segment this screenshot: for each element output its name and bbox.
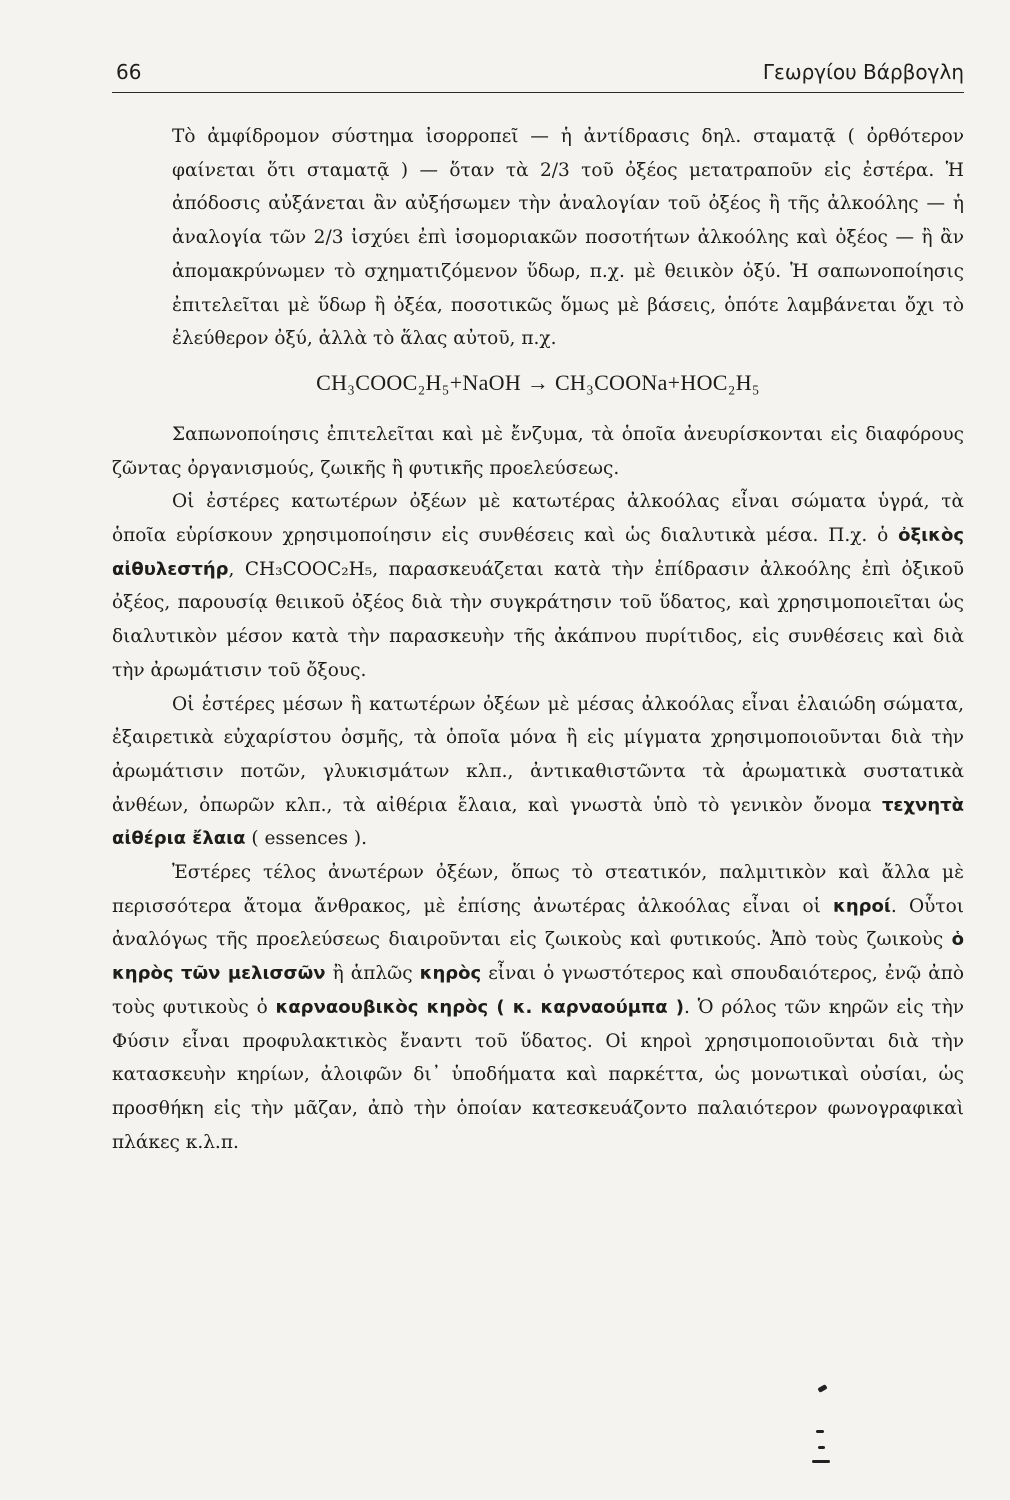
saponification-equation: CH₃COOC₂H₅+NaOH → CH₃COONa+HOC₂H₅ <box>316 369 760 395</box>
page-body <box>112 120 964 1159</box>
paragraph-lower-esters: Οἱ ἐστέρες κατωτέρων ὀξέων μὲ κατωτέρας ἀλκοόλας εἶναι σώματα ὑγρά, τὰ ὁποῖα εὑρίσκουν χρησιμοποίησιν εἰς συνθέσεις καὶ ὡς διαλυτικὰ μέσα. Π.χ. ὁ ὀξικὸς αἰθυλεστήρ, CH₃COOC₂H₅, παρασκευάζεται κατὰ τὴν ἐπίδρασιν ἀλκοόλης ἐπὶ ὀξικοῦ ὀξέος, παρουσίᾳ θειικοῦ ὀξέος διὰ τὴν συγκράτησιν τοῦ ὕδατος, καὶ χρησιμοποιεῖται ὡς διαλυτικὸν μέσον κατὰ τὴν παρασκευὴν τῆς ἀκάπνου πυρίτιδος, εἰς συνθέσεις καὶ διὰ τὴν ἀρωμάτισιν τοῦ ὄξους. <box>112 491 964 681</box>
ink-mark <box>817 1384 827 1393</box>
ink-mark <box>812 1460 830 1463</box>
page-header <box>112 58 964 93</box>
paragraph-enzymes: Σαπωνοποίησις ἐπιτελεῖται καὶ μὲ ἔνζυμα, τὰ ὁποῖα ἀνευρίσκονται εἰς διαφόρους ζῶντας ὀργανισμούς, ζωικῆς ἢ φυτικῆς προελεύσεως. <box>112 423 964 479</box>
page-number: 66 <box>116 60 142 84</box>
term-carnauba-wax: καρναουβικὸς κηρὸς ( κ. καρναούμπα ) <box>275 996 684 1018</box>
ink-mark <box>818 1446 825 1449</box>
term-ethyl-acetate: ὀξικὸς αἰθυλεστήρ <box>112 525 964 580</box>
ink-mark <box>816 1430 824 1433</box>
term-wax: κηρὸς <box>419 963 482 985</box>
term-artificial-essential-oils: τεχνητὰ αἰθέρια ἔλαια <box>112 794 964 850</box>
term-waxes: κηροί <box>833 895 891 917</box>
paragraph-equilibrium: Τὸ ἀμφίδρομον σύστημα ἰσορροπεῖ — ἡ ἀντίδρασις δηλ. σταματᾷ ( ὀρθότερον φαίνεται ὅτι σταματᾷ ) — ὅταν τὰ 2/3 τοῦ ὀξέος μετατραποῦν εἰς ἐστέρα. Ἡ ἀπόδοσις αὐξάνεται ἂν αὐξήσωμεν τὴν ἀναλογίαν τοῦ ὀξέος ἢ τῆς ἀλκοόλης — ἡ ἀναλογία τῶν 2/3 ἰσχύει ἐπὶ ἰσομοριακῶν ποσοτήτων ἀλκοόλης καὶ ὀξέος — ἢ ἂν ἀπομακρύνωμεν τὸ σχηματιζόμενον ὕδωρ, π.χ. μὲ θειικὸν ὀξύ. Ἡ σαπωνοποίησις ἐπιτελεῖται μὲ ὕδωρ ἢ ὀξέα, ποσοτικῶς ὅμως μὲ βάσεις, ὁπότε λαμβάνεται ὄχι τὸ ἐλεύθερον ὀξύ, ἀλλὰ τὸ ἅλας αὐτοῦ, π.χ. <box>172 126 964 350</box>
term-beeswax: ὁ κηρὸς τῶν μελισσῶν <box>112 929 964 985</box>
paragraph-essences: Οἱ ἐστέρες μέσων ἢ κατωτέρων ὀξέων μὲ μέσας ἀλκοόλας εἶναι ἐλαιώδη σώματα, ἐξαιρετικὰ εὐχαρίστου ὀσμῆς, τὰ ὁποῖα μόνα ἢ εἰς μίγματα χρησιμοποιοῦνται διὰ τὴν ἀρωμάτισιν ποτῶν, γλυκισμάτων κλπ., ἀντικαθιστῶντα τὰ ἀρωματικὰ συστατικὰ ἀνθέων, ὀπωρῶν κλπ., τὰ αἰθέρια ἔλαια, καὶ γνωστὰ ὑπὸ τὸ γενικὸν ὄνομα τεχνητὰ αἰθέρια ἔλαια ( essences ). <box>112 693 964 850</box>
paragraph-waxes: Ἐστέρες τέλος ἀνωτέρων ὀξέων, ὅπως τὸ στεατικόν, παλμιτικὸν καὶ ἄλλα μὲ περισσότερα ἄτομα ἄνθρακος, μὲ ἐπίσης ἀνωτέρας ἀλκοόλας εἶναι οἱ κηροί. Οὗτοι ἀναλόγως τῆς προελεύσεως διαιροῦνται εἰς ζωικοὺς καὶ φυτικούς. Ἀπὸ τοὺς ζωικοὺς ὁ κηρὸς τῶν μελισσῶν ἢ ἁπλῶς κηρὸς εἶναι ὁ γνωστότερος καὶ σπουδαιότερος, ἐνῷ ἀπὸ τοὺς φυτικοὺς ὁ καρναουβικὸς κηρὸς ( κ. καρναούμπα ). Ὁ ρόλος τῶν κηρῶν εἰς τὴν Φύσιν εἶναι προφυλακτικὸς ἔναντι τοῦ ὕδατος. Οἱ κηροὶ χρησιμοποιοῦνται διὰ τὴν κατασκευὴν κηρίων, ἀλοιφῶν δι᾽ ὑποδήματα καὶ παρκέττα, ὡς μονωτικαὶ οὐσίαι, ὡς προσθήκη εἰς τὴν μᾶζαν, ἀπὸ τὴν ὁποίαν κατεσκευάζοντο παλαιότερον φωνογραφικαὶ πλάκες κ.λ.π. <box>112 862 964 1153</box>
running-head: Γεωργίου Βάρβογλη <box>762 60 964 84</box>
